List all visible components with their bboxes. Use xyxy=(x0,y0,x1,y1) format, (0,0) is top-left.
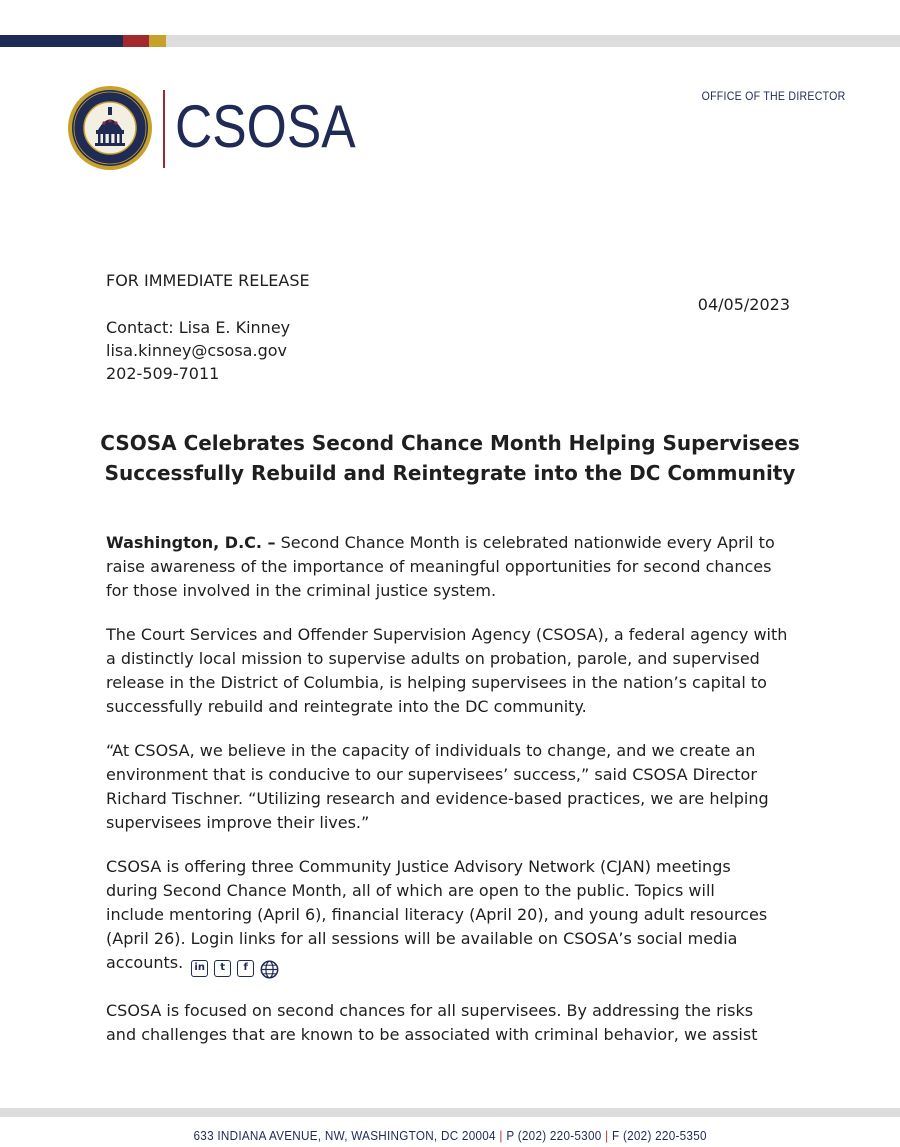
body-line xyxy=(106,531,806,555)
paragraph-cjan-meetings xyxy=(106,855,806,979)
body-line: include mentoring (April 6), financial literacy (April 20), and young adult resources xyxy=(106,905,768,924)
body-line: The Court Services and Offender Supervision Agency (CSOSA), a federal agency with xyxy=(106,625,788,644)
body-line: release in the District of Columbia, is helping supervisees in the nation’s capital to xyxy=(106,673,767,692)
paragraph-agency xyxy=(106,623,806,719)
footer-line xyxy=(193,1128,706,1143)
press-release-body xyxy=(106,531,806,1067)
paragraph-intro xyxy=(106,531,806,603)
body-line: raise awareness of the importance of meaningful opportunities for second chances xyxy=(106,557,772,576)
headline-line: Successfully Rebuild and Reintegrate into the DC Community xyxy=(104,461,796,485)
header-color-bar xyxy=(0,35,900,47)
contact-name: Contact: Lisa E. Kinney xyxy=(106,318,291,337)
release-date: 04/05/2023 xyxy=(697,295,790,314)
gray-bar-segment xyxy=(166,35,900,47)
body-line: during Second Chance Month, all of which are open to the public. Topics will xyxy=(106,881,715,900)
body-line: Richard Tischner. “Utilizing research and evidence-based practices, we are helping xyxy=(106,789,769,808)
footer-phone: P (202) 220-5300 xyxy=(506,1128,602,1143)
twitter-icon[interactable]: t xyxy=(214,960,231,977)
headline-line: CSOSA Celebrates Second Chance Month Helping Supervisees xyxy=(100,431,800,455)
csosa-seal-logo xyxy=(67,85,153,171)
footer-fax: F (202) 220-5350 xyxy=(611,1128,707,1143)
csosa-wordmark: CSOSA xyxy=(175,93,356,160)
contact-phone: 202-509-7011 xyxy=(106,364,220,383)
contact-email-link[interactable]: lisa.kinney@csosa.gov xyxy=(106,341,287,360)
body-line: CSOSA is offering three Community Justice Advisory Network (CJAN) meetings xyxy=(106,857,731,876)
body-line: and challenges that are known to be associated with criminal behavior, we assist xyxy=(106,1025,758,1044)
body-line: for those involved in the criminal justice system. xyxy=(106,581,497,600)
logo-divider xyxy=(163,90,165,168)
headline xyxy=(60,428,840,488)
body-line: successfully rebuild and reintegrate into the DC community. xyxy=(106,697,587,716)
dateline: Washington, D.C. – xyxy=(106,533,276,552)
body-line: supervisees improve their lives.” xyxy=(106,813,370,832)
navy-bar-segment xyxy=(0,35,123,47)
body-line: “At CSOSA, we believe in the capacity of individuals to change, and we create an xyxy=(106,741,756,760)
body-text: Second Chance Month is celebrated nationwide every April to xyxy=(275,533,775,552)
footer-contact xyxy=(0,1128,900,1143)
red-bar-segment xyxy=(123,35,149,47)
footer-separator: | xyxy=(604,1128,609,1143)
footer-divider xyxy=(0,1108,900,1117)
body-text: accounts. xyxy=(106,953,184,972)
social-media-links xyxy=(191,960,279,979)
release-label: FOR IMMEDIATE RELEASE xyxy=(106,271,310,290)
body-line: a distinctly local mission to supervise adults on probation, parole, and supervised xyxy=(106,649,760,668)
footer-separator: | xyxy=(499,1128,503,1143)
body-line: environment that is conducive to our supervisees’ success,” said CSOSA Director xyxy=(106,765,757,784)
globe-icon[interactable] xyxy=(260,960,279,979)
paragraph-second-chances xyxy=(106,999,806,1047)
body-line: CSOSA is focused on second chances for all supervisees. By addressing the risks xyxy=(106,1001,754,1020)
linkedin-icon[interactable]: in xyxy=(191,960,208,977)
footer-address: 633 INDIANA AVENUE, NW, WASHINGTON, DC 20004 xyxy=(193,1128,496,1143)
body-line: (April 26). Login links for all sessions will be available on CSOSA’s social media xyxy=(106,929,738,948)
body-line xyxy=(106,951,806,979)
gold-bar-segment xyxy=(149,35,166,47)
paragraph-quote xyxy=(106,739,806,835)
office-of-the-director: OFFICE OF THE DIRECTOR xyxy=(701,89,845,103)
facebook-icon[interactable]: f xyxy=(237,960,254,977)
